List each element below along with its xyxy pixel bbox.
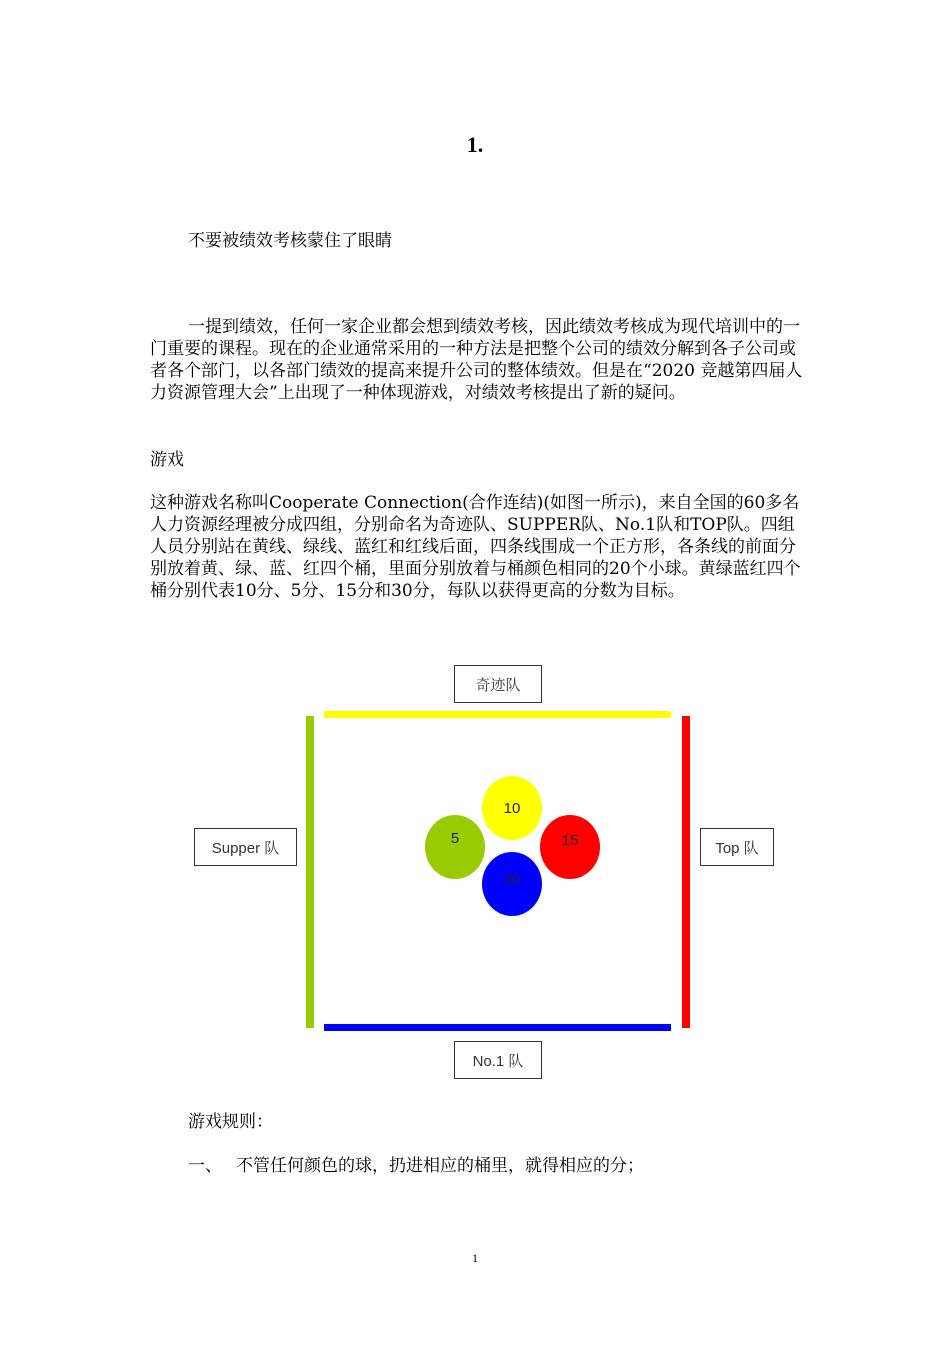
green-bucket-score: 5 — [450, 829, 460, 847]
team-label-top: Top 队 — [700, 828, 774, 866]
yellow-bucket-score: 10 — [503, 799, 521, 817]
blue-bucket-score: 30 — [503, 870, 521, 888]
green-line — [306, 716, 314, 1028]
team-label-supper: Supper 队 — [194, 828, 297, 866]
blue-line — [324, 1024, 671, 1031]
rule-item — [188, 1151, 644, 1176]
yellow-line — [324, 711, 671, 718]
rule-number: 一、 — [188, 1156, 222, 1176]
red-bucket-score: 15 — [561, 831, 579, 849]
page-heading: 1. — [466, 132, 484, 157]
game-description: 这种游戏名称叫Cooperate Connection(合作连结)(如图一所示)，来自全国的60多名人力资源经理被分成四组，分别命名为奇迹队、SUPPER队、No.1队和TOP队。四组人员分别站在黄线、绿线、蓝红和红线后面，四条线围成一个正方形，各条线的前面分别放着黄、绿、蓝、红四个桶，里面分别放着与桶颜色相同的20个小球。黄绿蓝红四个桶分别代表10分、5分、15分和30分，每队以获得更高的分数为目标。 — [150, 493, 801, 601]
article-title: 不要被绩效考核蒙住了眼睛 — [188, 231, 392, 251]
team-label-qiji: 奇迹队 — [454, 665, 542, 703]
rules-heading: 游戏规则： — [188, 1112, 273, 1132]
blue-bucket — [482, 852, 542, 916]
red-bucket — [540, 815, 600, 879]
game-heading: 游戏 — [150, 450, 184, 470]
page-number: 1 — [472, 1251, 478, 1265]
red-line — [682, 716, 690, 1028]
rule-text: 不管任何颜色的球，扔进相应的桶里，就得相应的分； — [236, 1156, 644, 1176]
game-diagram — [190, 660, 780, 1085]
team-label-no1: No.1 队 — [454, 1041, 542, 1079]
green-bucket — [425, 815, 485, 879]
intro-paragraph: 一提到绩效，任何一家企业都会想到绩效考核，因此绩效考核成为现代培训中的一门重要的课程。现在的企业通常采用的一种方法是把整个公司的绩效分解到各子公司或者各个部门，以各部门绩效的提高来提升公司的整体绩效。但是在“2020 竞越第四届人力资源管理大会”上出现了一种体现游戏，对绩效考核提出了新的疑问。 — [150, 317, 803, 403]
yellow-bucket — [482, 776, 542, 840]
